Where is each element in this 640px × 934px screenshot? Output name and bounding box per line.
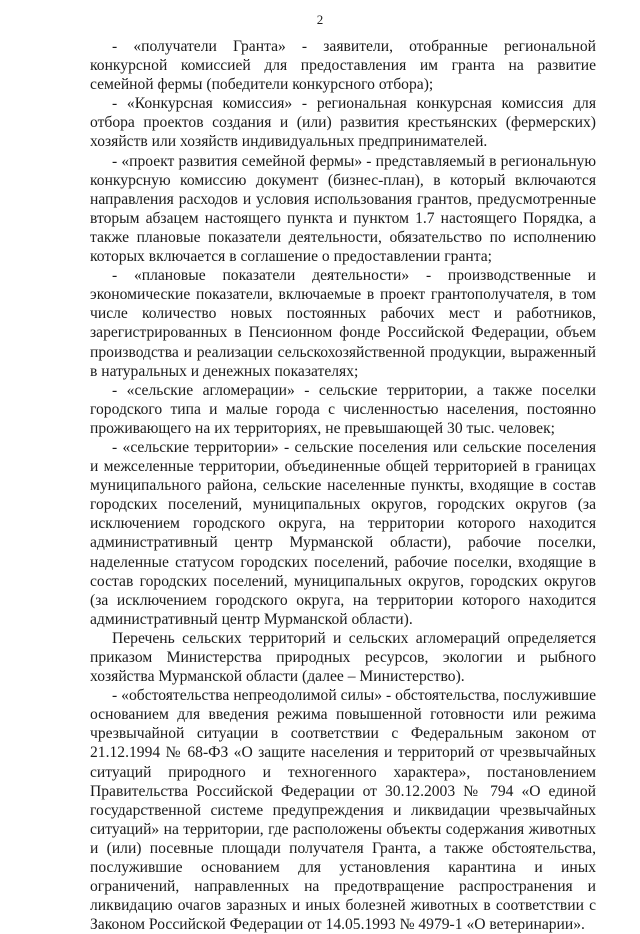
definition-competition-commission: - «Конкурсная комиссия» - региональная конкурсная комиссия для отбора проектов создания и (или) развития крестьянских (фермерских) хозяйств или хозяйств индивидуальных предпринимателей. xyxy=(90,95,596,151)
territories-list-paragraph: Перечень сельских территорий и сельских агломераций определяется приказом Министерства природных ресурсов, экологии и рыбного хозяйства Мурманской области (далее – Министерство). xyxy=(90,629,596,686)
definition-planned-indicators: - «плановые показатели деятельности» - производственные и экономические показатели, включаемые в проект грантополучателя, в том числе количество новых постоянных рабочих мест и работников, зарегистрированных в Пенсионном фонде Российской Федерации, объем производства и реализации сельскохозяйственной продукции, выраженный в натуральных и денежных показателях; xyxy=(90,267,596,380)
document-body xyxy=(90,37,596,934)
definition-rural-territories: - «сельские территории» - сельские поселения или сельские поселения и межселенные территории, объединенные общей территорией в границах муниципального района, сельские населенные пункты, входящие в состав городских поселений, муниципальных округов, городских округов (за исключением городского округа, на территории которого находится административный центр Мурманской области), рабочие поселки, наделенные статусом городских поселений, рабочие поселки, входящие в состав городских поселений, муниципальных округов, городских округов (за исключением городского округа, на территории которого находится административный центр Мурманской области). xyxy=(90,438,596,628)
definition-force-majeure: - «обстоятельства непреодолимой силы» - обстоятельства, послужившие основанием для введения режима повышенной готовности или режима чрезвычайной ситуации в соответствии с Федеральным законом от 21.12.1994 № 68-ФЗ «О защите населения и территорий от чрезвычайных ситуаций природного и техногенного характера», постановлением Правительства Российской Федерации от 30.12.2003 № 794 «О единой государственной системе предупреждения и ликвидации чрезвычайных ситуаций» на территории, где расположены объекты содержания животных и (или) посевные площади получателя Гранта, а также обстоятельства, послужившие основанием для установления карантина и иных ограничений, направленных на предотвращение распространения и ликвидацию очагов заразных и иных болезней животных в соответствии с Законом Российской Федерации от 14.05.1993 № 4979-1 «О ветеринарии». xyxy=(90,687,596,934)
page-number: 2 xyxy=(316,12,324,27)
definition-family-farm-project: - «проект развития семейной фермы» - представляемый в региональную конкурсную комиссию документ (бизнес-план), в который включаются направления расходов и условия использования грантов, предусмотренные вторым абзацем настоящего пункта и пунктом 1.7 настоящего Порядка, а также плановые показатели деятельности, обязательство по исполнению которых включается в соглашение о предоставлении гранта; xyxy=(90,152,596,266)
definition-rural-agglomerations: - «сельские агломерации» - сельские территории, а также поселки городского типа и малые города с численностью населения, постоянно проживающего на их территориях, не превышающей 30 тыс. человек; xyxy=(90,381,596,437)
definition-grant-recipients: - «получатели Гранта» - заявители, отобранные региональной конкурсной комиссией для предоставления им гранта на развитие семейной фермы (победители конкурсного отбора); xyxy=(90,38,596,94)
